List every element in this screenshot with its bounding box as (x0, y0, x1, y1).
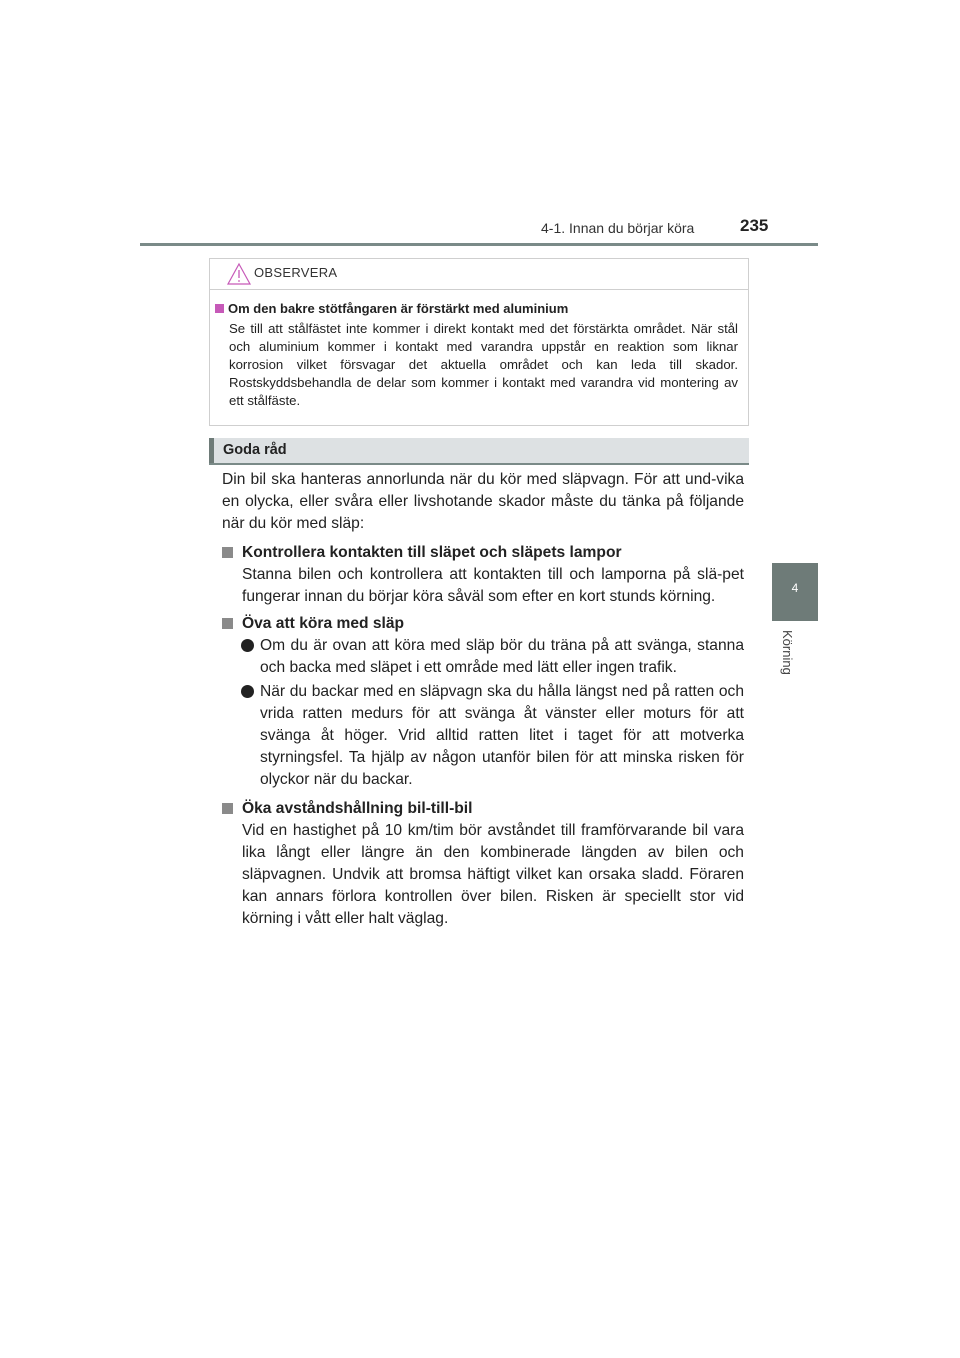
tips-content (222, 469, 744, 935)
section-heading (222, 613, 744, 635)
tips-title: Goda råd (223, 442, 287, 458)
section-heading-text: Kontrollera kontakten till släpet och släpets lampor (242, 544, 622, 561)
section-heading (222, 798, 744, 820)
caution-subtitle-text: Om den bakre stötfångaren är förstärkt med aluminium (228, 301, 569, 316)
caution-header (210, 259, 748, 290)
chapter-tab (772, 563, 818, 621)
caution-title: OBSERVERA (254, 265, 338, 280)
chapter-label-text: Körning (780, 630, 795, 675)
square-bullet-icon (222, 618, 233, 629)
caution-body: Se till att stålfästet inte kommer i direkt kontakt med det förstärkta området. När stål och aluminium kommer i kontakt med varandra uppstår en reaktion som liknar korrosion vilket försvagar det aktuella området och kan leda till skador. Rostskyddsbehandla de delar som kommer i kontakt med varandra vid montering av ett stålfäste. (229, 321, 738, 408)
list-item-text: Om du är ovan att köra med släp bör du träna på att svänga, stanna och backa med släpet i ett område med lätt eller ingen trafik. (260, 637, 744, 676)
square-bullet-icon (222, 803, 233, 814)
round-bullet-icon (241, 685, 254, 698)
page-number: 235 (740, 216, 769, 235)
tips-accent-bar (209, 438, 214, 463)
chapter-label (780, 630, 810, 690)
section-heading (222, 542, 744, 564)
section-text: Stanna bilen och kontrollera att kontakten till och lamporna på slä-pet fungerar innan du börjar köra såväl som efter en kort stunds körning. (242, 566, 744, 605)
section-heading-text: Öva att köra med släp (242, 615, 405, 632)
tips-header (209, 438, 749, 465)
chapter-number: 4 (791, 581, 799, 595)
header-divider (140, 243, 818, 246)
caution-subtitle (215, 301, 568, 316)
list-item (222, 635, 744, 679)
round-bullet-icon (241, 639, 254, 652)
tips-intro: Din bil ska hanteras annorlunda när du kör med släpvagn. För att und-vika en olycka, eller svåra eller livshotande skador måste du tänka på följande när du kör med släp: (222, 471, 744, 532)
header-section-title: 4-1. Innan du börjar köra (541, 220, 695, 236)
caution-box (209, 258, 749, 426)
section-text: Vid en hastighet på 10 km/tim bör avståndet till framförvarande bil vara lika långt eller längre än den kombinerade längden av bilen och släpvagnen. Undvik att bromsa häftigt vilket kan orsaka sladd. Föraren kan annars förlora kontrollen över bilen. Risken är speciellt stor vid körning i vått eller halt väglag. (242, 822, 744, 927)
warning-triangle-icon (226, 262, 252, 286)
square-bullet-icon (222, 547, 233, 558)
list-item-text: När du backar med en släpvagn ska du hålla längst ned på ratten och vrida ratten medurs för att svänga åt vänster eller moturs för att svänga åt höger. Vrid alltid ratten litet i taget för att motverka styrningsfel. Ta hjälp av någon utanför bilen för att minska risken för olyckor när du backar. (260, 683, 744, 788)
section-heading-text: Öka avståndshållning bil-till-bil (242, 800, 473, 817)
square-bullet-icon (215, 304, 224, 313)
list-item (222, 681, 744, 791)
